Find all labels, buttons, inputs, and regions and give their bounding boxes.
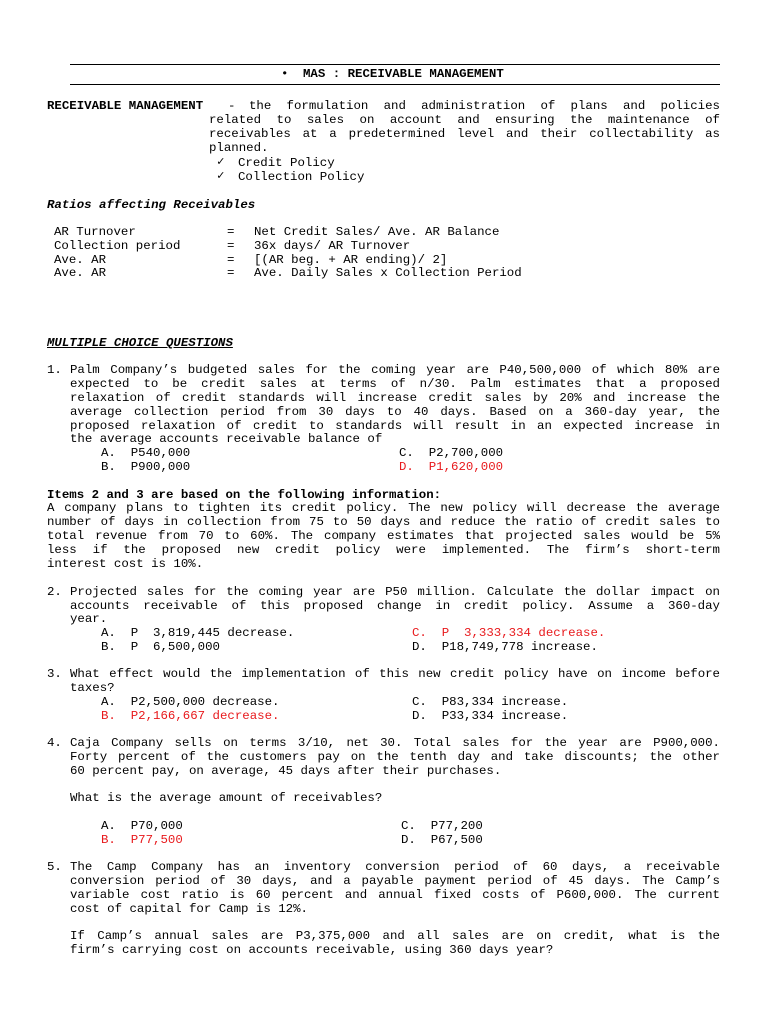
choice-a: A. P70,000: [101, 819, 183, 833]
ratio-formula: 36x days/ AR Turnover: [254, 239, 411, 253]
question-text: variable cost ratio is 60 percent and annual fixed costs of P600,000. The current: [70, 888, 720, 902]
choice-c: C. P2,700,000: [399, 446, 504, 460]
ratio-formula: Ave. Daily Sales x Collection Period: [254, 266, 522, 280]
choice-a: A. P2,500,000 decrease.: [101, 695, 280, 709]
definition-dash: -: [228, 99, 236, 113]
definition-line: the formulation and administration of plans and policies: [249, 99, 720, 113]
header-top-rule: [70, 64, 720, 65]
question-number: 5.: [47, 860, 62, 874]
choice-b-answer: B. P77,500: [101, 833, 183, 847]
question-text: What effect would the implementation of this new credit policy have on income before: [70, 667, 720, 681]
items-heading: Items 2 and 3 are based on the following information:: [47, 488, 442, 502]
question-text: Forty percent of the customers pay on the tenth day and take discounts; the other: [70, 750, 720, 764]
info-text: A company plans to tighten its credit policy. The new policy will decrease the average: [47, 501, 720, 515]
question-text: Projected sales for the coming year are P50 million. Calculate the dollar impact on: [70, 585, 720, 599]
choice-d: D. P67,500: [401, 833, 483, 847]
choice-d-answer: D. P1,620,000: [399, 460, 504, 474]
ratio-equals: =: [227, 253, 235, 267]
definition-line: planned.: [209, 141, 269, 155]
question-prompt: What is the average amount of receivables?: [70, 791, 383, 805]
question-text: average collection period from 30 days to 40 days. Based on a 360-day year, the: [70, 405, 720, 419]
info-text: total revenue from 70 to 60%. The company estimates that projected sales would be 5%: [47, 529, 720, 543]
ratio-formula: Net Credit Sales/ Ave. AR Balance: [254, 225, 500, 239]
ratio-name: Ave. AR: [54, 266, 107, 280]
question-number: 1.: [47, 363, 62, 377]
choice-c-answer: C. P 3,333,334 decrease.: [412, 626, 606, 640]
ratio-equals: =: [227, 266, 235, 280]
choice-c: C. P77,200: [401, 819, 483, 833]
choice-b-answer: B. P2,166,667 decrease.: [101, 709, 280, 723]
ratios-heading: Ratios affecting Receivables: [47, 198, 256, 212]
header-bullet: •: [281, 67, 289, 81]
question-number: 2.: [47, 585, 62, 599]
question-text: year.: [70, 612, 108, 626]
question-text: relaxation of credit standards will increase credit sales by 20% and increase the: [70, 391, 720, 405]
page-title: MAS : RECEIVABLE MANAGEMENT: [303, 67, 504, 81]
ratio-equals: =: [227, 225, 235, 239]
question-text: The Camp Company has an inventory conversion period of 60 days, a receivable: [70, 860, 720, 874]
ratio-name: AR Turnover: [54, 225, 136, 239]
check-item-credit-policy: Credit Policy: [238, 156, 335, 170]
header-bottom-rule: [70, 84, 720, 85]
info-text: less if the proposed new credit policy were implemented. The firm’s short-term: [47, 543, 720, 557]
check-icon: ✓: [217, 169, 225, 183]
question-text: proposed relaxation of credit to standards will result in an expected increase in: [70, 419, 720, 433]
choice-b: B. P900,000: [101, 460, 191, 474]
question-text: accounts receivable of this proposed change in credit policy. Assume a 360-day: [70, 599, 720, 613]
question-text: Palm Company’s budgeted sales for the coming year are P40,500,000 of which 80% are: [70, 363, 720, 377]
question-text: conversion period of 30 days, and a payable payment period of 45 days. The Camp’s: [70, 874, 720, 888]
choice-a: A. P 3,819,445 decrease.: [101, 626, 295, 640]
question-text: taxes?: [70, 681, 115, 695]
check-icon: ✓: [217, 155, 225, 169]
ratio-equals: =: [227, 239, 235, 253]
check-item-collection-policy: Collection Policy: [238, 170, 365, 184]
question-text: the average accounts receivable balance of: [70, 432, 383, 446]
definition-term: RECEIVABLE MANAGEMENT: [47, 99, 204, 113]
question-text: 60 percent pay, on average, 45 days after their purchases.: [70, 764, 502, 778]
question-text: expected to be credit sales at terms of n/30. Palm estimates that a proposed: [70, 377, 720, 391]
mcq-heading: MULTIPLE CHOICE QUESTIONS: [47, 336, 233, 350]
choice-c: C. P83,334 increase.: [412, 695, 569, 709]
question-text: Caja Company sells on terms 3/10, net 30. Total sales for the year are P900,000.: [70, 736, 720, 750]
question-prompt: If Camp’s annual sales are P3,375,000 and all sales are on credit, what is the: [70, 929, 720, 943]
ratio-name: Ave. AR: [54, 253, 107, 267]
choice-d: D. P18,749,778 increase.: [412, 640, 598, 654]
definition-line: receivables at a predetermined level and their collectability as: [209, 127, 720, 141]
ratio-formula: [(AR beg. + AR ending)/ 2]: [254, 253, 448, 267]
choice-d: D. P33,334 increase.: [412, 709, 569, 723]
question-number: 4.: [47, 736, 62, 750]
definition-line: related to sales on account and ensuring the maintenance of: [209, 113, 720, 127]
question-prompt: firm’s carrying cost on accounts receivable, using 360 days year?: [70, 943, 554, 957]
choice-a: A. P540,000: [101, 446, 191, 460]
choice-b: B. P 6,500,000: [101, 640, 220, 654]
info-text: interest cost is 10%.: [47, 557, 204, 571]
info-text: number of days in collection from 75 to 50 days and reduce the ratio of credit sales to: [47, 515, 720, 529]
question-text: cost of capital for Camp is 12%.: [70, 902, 308, 916]
ratio-name: Collection period: [54, 239, 181, 253]
question-number: 3.: [47, 667, 62, 681]
